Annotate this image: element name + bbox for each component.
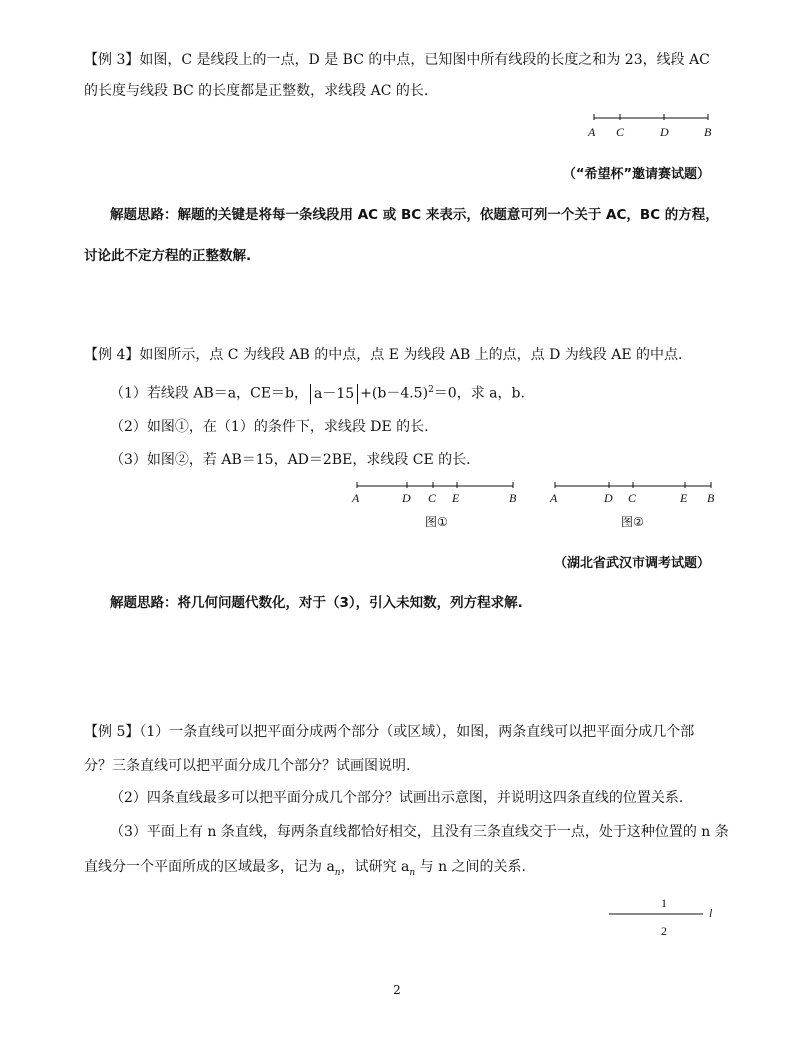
ex4-q1-abs: a－15	[310, 384, 358, 404]
ex4-hint-label: 解题思路：	[110, 595, 178, 611]
ex4-fig1-caption: 图①	[425, 515, 448, 529]
ex4-fig1-label-a: A	[352, 491, 360, 505]
ex4-source: （湖北省武汉市调考试题）	[553, 556, 710, 571]
ex3-line2: 的长度与线段 BC 的长度都是正整数，求线段 AC 的长.	[84, 83, 429, 99]
ex4-fig2-label-e: E	[680, 491, 688, 505]
ex5-plane-figure	[605, 893, 725, 947]
ex3-line1: 【例 3】如图，C 是线段上的一点，D 是 BC 的中点，已知图中所有线段的长度之和为 23，线段 AC	[84, 52, 710, 68]
ex4-q3: （3）如图②，若 AB＝15，AD＝2BE，求线段 CE 的长.	[110, 452, 471, 468]
ex4-q1-prefix: （1）若线段 AB＝a，CE＝b，	[110, 385, 308, 402]
ex3-hint-label: 解题思路：	[110, 207, 178, 223]
ex4-fig2-label-a: A	[550, 491, 558, 505]
ex4-figure-1	[345, 480, 525, 512]
ex4-fig1-label-d: D	[402, 491, 411, 505]
ex4-fig2-svg	[543, 480, 723, 508]
ex5-line5-mid: ，试研究 a	[340, 859, 410, 875]
ex4-fig1-svg	[345, 480, 525, 508]
ex5-line5-prefix: 直线分一个平面所成的区域最多，记为 a	[84, 859, 335, 875]
ex4-figure-2	[543, 480, 723, 512]
ex5-line5	[84, 857, 724, 883]
ex5-region-2: 2	[661, 924, 667, 938]
ex4-hint-text: 将几何问题代数化，对于（3），引入未知数，列方程求解.	[177, 595, 523, 611]
ex5-region-1: 1	[661, 896, 667, 910]
ex3-label-d: D	[660, 125, 669, 139]
ex4-q1	[110, 380, 750, 404]
ex3-hint-line2: 讨论此不定方程的正整数解.	[84, 248, 252, 264]
ex4-q1-suffix: ＝0，求 a，b.	[433, 385, 525, 402]
ex5-line4: （3）平面上有 n 条直线，每两条直线都恰好相交，且没有三条直线交于一点，处于这种位置的 n 条	[110, 824, 729, 840]
ex4-fig2-label-b: B	[707, 491, 715, 505]
ex3-hint-text1: 解题的关键是将每一条线段用 AC 或 BC 来表示，依题意可列一个关于 AC，BC 的方程，	[177, 207, 719, 223]
ex3-hint-line1	[110, 205, 750, 225]
ex4-q1-mid: +(b－4.5)	[360, 385, 429, 402]
ex4-fig2-label-d: D	[604, 491, 613, 505]
ex3-source: （“希望杯”邀请赛试题）	[562, 167, 710, 182]
ex4-q1-exp: 2	[428, 385, 434, 395]
ex5-line5-suffix: 与 n 之间的关系.	[415, 859, 527, 875]
ex5-plane-svg	[605, 893, 725, 943]
ex4-fig1-label-c: C	[428, 491, 437, 505]
ex5-line2: 分？三条直线可以把平面分成几个部分？试画图说明.	[84, 758, 411, 774]
ex5-line5-sub1: n	[334, 867, 341, 878]
ex4-fig1-label-e: E	[452, 491, 460, 505]
ex3-segment-svg	[580, 112, 720, 142]
ex4-hint-line	[110, 593, 750, 613]
ex4-q2: （2）如图①，在（1）的条件下，求线段 DE 的长.	[110, 419, 429, 435]
ex3-label-b: B	[704, 125, 712, 139]
ex3-segment-figure	[580, 112, 720, 146]
ex4-fig2-label-c: C	[628, 491, 637, 505]
ex5-line-l-label: l	[709, 906, 713, 920]
ex5-line3: （2）四条直线最多可以把平面分成几个部分？试画出示意图，并说明这四条直线的位置关系.	[110, 790, 684, 806]
ex3-label-c: C	[616, 125, 625, 139]
ex4-fig1-label-b: B	[509, 491, 517, 505]
ex5-line5-sub2: n	[409, 867, 416, 878]
ex3-label-a: A	[588, 125, 596, 139]
ex4-line1: 【例 4】如图所示，点 C 为线段 AB 的中点，点 E 为线段 AB 上的点，点 D 为线段 AE 的中点.	[84, 347, 683, 363]
ex5-line1: 【例 5】（1）一条直线可以把平面分成两个部分（或区域），如图，两条直线可以把平面分成几个部	[84, 724, 695, 740]
ex4-fig2-caption: 图②	[621, 515, 644, 529]
page-number: 2	[393, 983, 401, 997]
